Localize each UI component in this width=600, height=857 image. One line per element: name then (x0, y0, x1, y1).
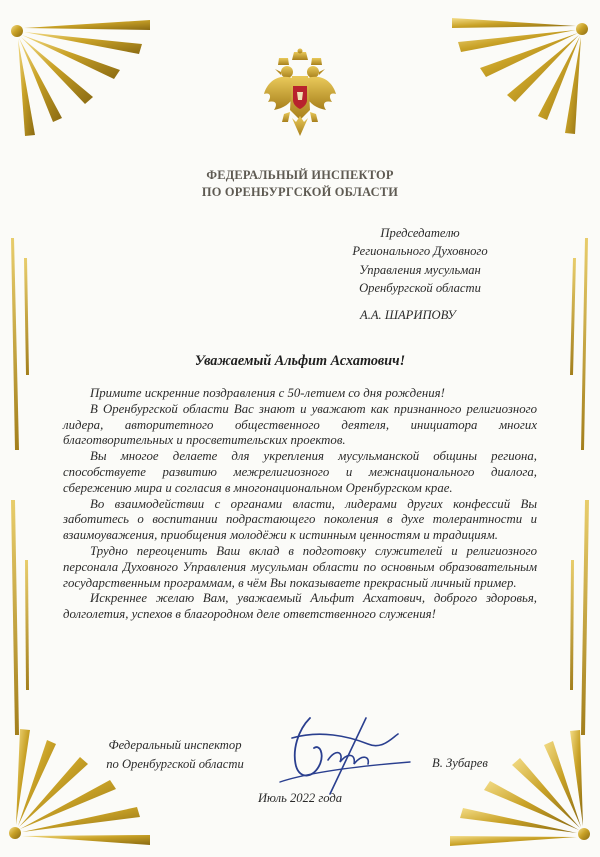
letter-date: Июль 2022 года (257, 791, 343, 805)
greeting-salutation: Уважаемый Альфит Асхатович! (194, 353, 406, 369)
coat-of-arms-emblem (262, 48, 338, 140)
body-paragraph: Вы многое делаете для укрепления мусульманской общины региона, способствуете развитию межрелигиозного и межнационального диалога, сбережению мира и согласия в многонациональном Оренбургском крае. (63, 449, 537, 495)
body-paragraph: Во взаимодействии с органами власти, лидерами других конфессий Вы заботитесь о воспитании подрастающего поколения в духе толерантности и взаимоуважения, приобщения молодёжи к истинным ценностям и традициям. (63, 496, 537, 543)
side-bars-left (11, 238, 29, 735)
sender-header-line-2: ПО ОРЕНБУРГСКОЙ ОБЛАСТИ (201, 185, 399, 199)
addressee-name: А.А. ШАРИПОВУ (360, 308, 456, 322)
sender-header (100, 167, 500, 201)
addressee-line-2: Регионального Духовного (352, 244, 488, 259)
signer-title-line-2: по Оренбургской области (106, 756, 244, 771)
signer-title-line-1: Федеральный инспектор (108, 738, 242, 752)
addressee-block (320, 224, 520, 297)
signer-title (75, 736, 275, 773)
signer-name: В. Зубарев (432, 756, 488, 770)
body-paragraph: Примите искренние поздравления с 50-летием со дня рождения! (90, 386, 445, 400)
addressee-line-1: Председателю (380, 226, 460, 240)
addressee-line-4: Оренбургской области (359, 280, 481, 295)
handwritten-signature (270, 708, 420, 798)
corner-sunburst-top-left (11, 20, 150, 136)
body-paragraph: Трудно переоценить Ваш вклад в подготовку служителей и религиозного персонала Духовного Управления мусульман области по основным образовательным государственным программам, в чём Вы показываете прекрасный личный пример. (63, 543, 537, 590)
body-paragraph: В Оренбургской области Вас знают и уважают как признанного религиозного лидера, авторитетного общественного деятеля, инициатора многих благотворительных и просветительских проектов. (63, 401, 537, 448)
corner-sunburst-top-right (452, 18, 588, 134)
addressee-line-3: Управления мусульман (359, 262, 481, 277)
side-bars-right (570, 238, 589, 735)
letter-body (63, 386, 537, 623)
corner-sunburst-bottom-right (450, 730, 590, 846)
body-paragraph: Искреннее желаю Вам, уважаемый Альфит Асхатович, доброго здоровья, долголетия, успехов в благородном деле ответственного служения! (63, 591, 537, 622)
sender-header-line-1: ФЕДЕРАЛЬНЫЙ ИНСПЕКТОР (206, 168, 394, 182)
